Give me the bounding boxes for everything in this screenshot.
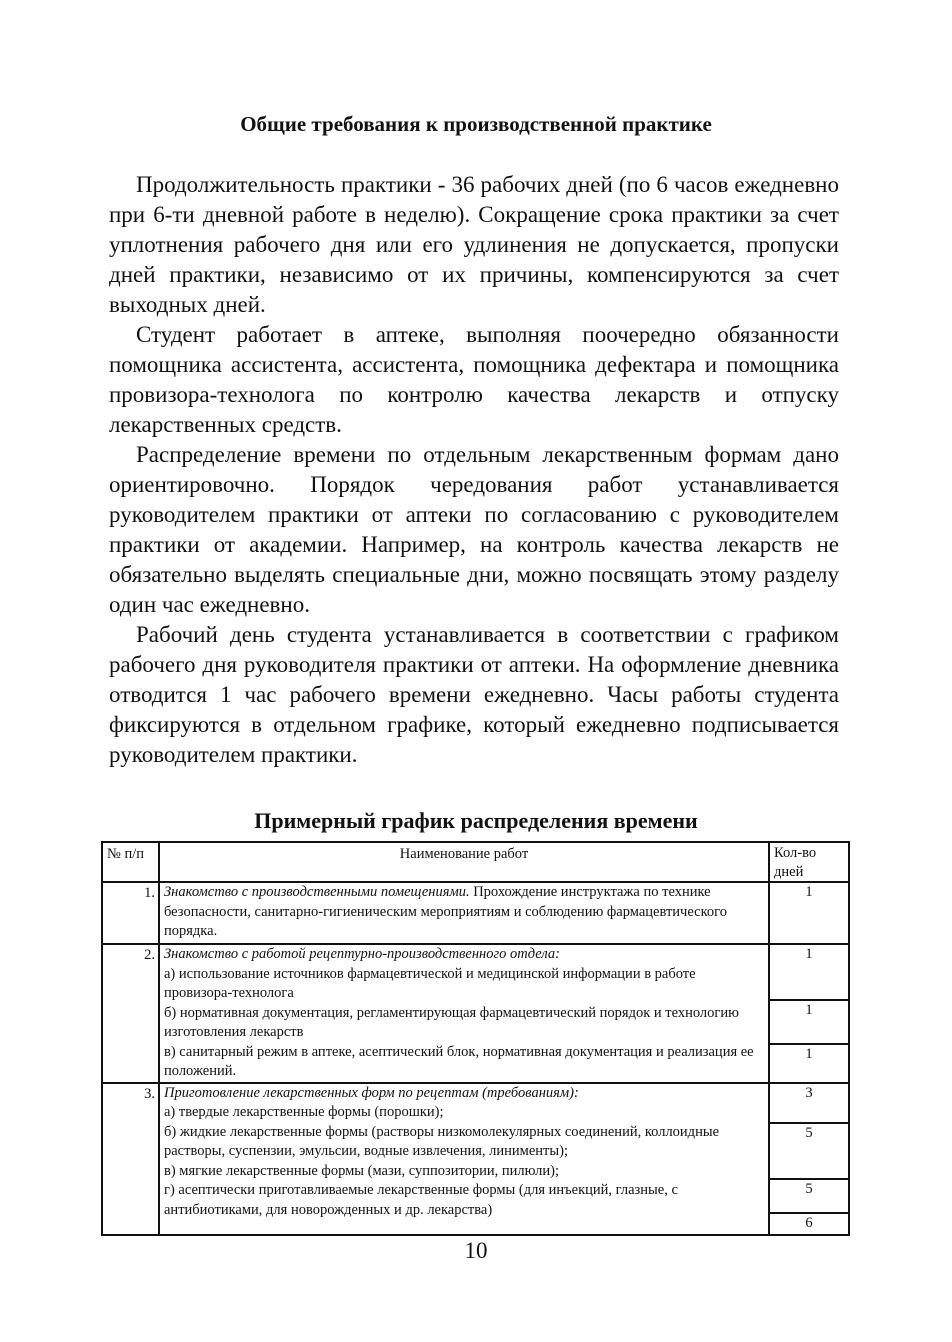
days-value: 1 [770, 945, 848, 1001]
row-title: Знакомство с работой рецептурно-производственного отдела: [164, 946, 560, 962]
row-number: 3. [102, 1083, 159, 1235]
table-title: Примерный график распределения времени [254, 808, 698, 833]
days-value: 1 [805, 884, 813, 900]
paragraph: Распределение времени по отдельным лекарственным формам дано ориентировочно. Порядок чередования работ устанавливается руководителем практики от аптеки по согласованию с руководителем практики от академии. Например, на контроль качества лекарств не обязательно выделять специальные дни, можно посвящать этому разделу один час ежедневно. [109, 442, 839, 617]
paragraph: Рабочий день студента устанавливается в соответствии с графиком рабочего дня руководителя практики от аптеки. На оформление дневника отводится 1 час рабочего времени ежедневно. Часы работы студента фиксируются в отдельном графике, который ежедневно подписывается руководителем практики. [109, 622, 839, 767]
row-subitem: г) асептически приготавливаемые лекарственные формы (для инъекций, глазные, с антибиотиками, для новорожденных и др. лекарства) [164, 1182, 678, 1218]
days-value: 5 [770, 1180, 848, 1214]
table-row [102, 944, 849, 1083]
row-title: Знакомство с производственными помещениями. [164, 884, 470, 900]
row-subitem: а) использование источников фармацевтической и медицинской информации в работе провизора-технолога [164, 965, 696, 1001]
paragraph: Студент работает в аптеке, выполняя поочередно обязанности помощника ассистента, ассистента, помощника дефектара и помощника провизора-технолога по контролю качества лекарств и отпуску лекарственных средств. [109, 322, 839, 437]
table-row [102, 1083, 849, 1235]
days-value: 5 [770, 1124, 848, 1180]
row-days [769, 1083, 849, 1235]
row-subitem: б) жидкие лекарственные формы (растворы низкомолекулярных соединений, коллоидные растворы, суспензии, эмульсии, водные извлечения, линименты); [164, 1123, 720, 1159]
row-subitem: а) твердые лекарственные формы (порошки); [164, 1104, 444, 1120]
days-value: 6 [805, 1214, 813, 1231]
row-subitem: б) нормативная документация, регламентирующая фармацевтический порядок и технологию изготовления лекарств [164, 1004, 739, 1040]
row-days [769, 944, 849, 1083]
section-heading: Общие требования к производственной практике [240, 112, 712, 136]
table-row [102, 882, 849, 944]
schedule-table [101, 841, 850, 1236]
row-description [159, 882, 769, 944]
row-number: 2. [102, 944, 159, 1083]
row-description [159, 1083, 769, 1235]
row-days [769, 882, 849, 944]
row-text: Прохождение инструктажа по технике безопасности, санитарно-гигиеническим мероприятиям и соблюдению фармацевтического порядка. [164, 884, 727, 939]
header-name: Наименование работ [159, 842, 769, 882]
body-text [109, 170, 839, 770]
row-title: Приготовление лекарственных форм по рецептам (требованиям): [164, 1084, 579, 1101]
header-num: № п/п [102, 842, 159, 882]
days-value: 1 [805, 1046, 813, 1062]
paragraph: Продолжительность практики - 36 рабочих дней (по 6 часов ежедневно при 6-ти дневной работе в неделю). Сокращение срока практики за счет уплотнения рабочего дня или его удлинения не допускается, пропуски дней практики, независимо от их причины, компенсируются за счет выходных дней. [109, 172, 839, 317]
header-days: Кол-во дней [769, 842, 849, 882]
days-value: 1 [770, 1001, 848, 1045]
table-header-row [102, 842, 849, 882]
row-number: 1. [102, 882, 159, 944]
row-subitem: в) мягкие лекарственные формы (мази, суппозитории, пилюли); [164, 1162, 559, 1179]
days-value: 3 [770, 1084, 848, 1124]
row-subitem: в) санитарный режим в аптеке, асептический блок, нормативная документация и реализация ее положений. [164, 1043, 754, 1079]
page-number: 10 [464, 1238, 488, 1263]
row-description [159, 944, 769, 1083]
